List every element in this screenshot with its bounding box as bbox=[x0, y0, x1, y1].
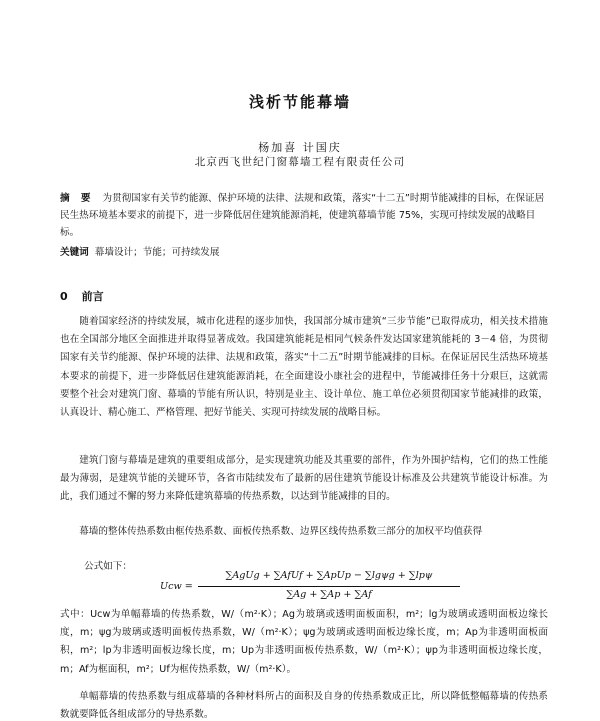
section-number: 0 bbox=[60, 290, 68, 303]
abstract-text: 为贯彻国家有关节约能源、保护环境的法律、法规和政策，落实“十二五”时期节能减排的目标，在保证居民生热环境基本要求的前提下，进一步降低居住建筑能源消耗，使建筑幕墙节能 75%，实现可持续发展的战略目标。 bbox=[60, 193, 545, 238]
body-paragraph-1: 随着国家经济的持续发展，城市化进程的逐步加快，我国部分城市建筑“三步节能”已取得成功，相关技术措施也在全国部分地区全面推进并取得显著成效。我国建筑能耗是相同气候条件发达国家建筑能耗的 3－4 倍，为贯彻国家有关节约能源、保护环境的法律、法规和政策，落实“十二五”时期节能减排的目标。在保证居民生活热环境基本要求的前提下，进一步降低居住建筑能源消耗，在全面建设小康社会的进程中，节能减排任务十分艰巨，这就需要整个社会对建筑门窗、幕墙的节能有所认识，特别是业主、设计单位、施工单位必须贯彻国家节能减排的政策，认真设计、精心施工、严格管理、把好节能关、实现可持续发展的战略目标。 bbox=[60, 316, 548, 419]
paper-title: 浅析节能幕墙 bbox=[248, 93, 351, 111]
author-affiliation: 北京西飞世纪门窗幕墙工程有限责任公司 bbox=[194, 156, 406, 168]
abstract-label: 摘 要 bbox=[60, 193, 95, 204]
section-heading bbox=[60, 288, 104, 304]
formula-explanation: 式中：Ucw为单幅幕墙的传热系数，W/（m²·K）；Ag为玻璃或透明面板面积，m²；lg为玻璃或透明面板边缘长度，m；ψg为玻璃或透明面板传热系数，W/（m²·K）；ψg为玻璃或透明面板边缘长度，m；Ap为非透明面板面积，m²；lp为非透明面板边缘长度，m；Up为非透明面板传热系数，W/（m²·K）；ψp为非透明面板边缘长度，m；Af为框面积，m²；Uf为框传热系数，W/（m²·K）。 bbox=[60, 609, 548, 675]
formula-denominator: ∑Ag + ∑Ap + ∑Af bbox=[286, 589, 372, 600]
heat-transfer-formula bbox=[160, 570, 460, 606]
formula-lhs: Ucw = bbox=[160, 581, 193, 592]
abstract bbox=[60, 190, 548, 241]
keywords-label: 关键词 bbox=[60, 247, 89, 258]
author-names: 杨加喜 计国庆 bbox=[258, 141, 342, 154]
section-title: 前言 bbox=[81, 290, 104, 303]
formula-label: 公式如下： bbox=[84, 561, 132, 572]
formula-numerator: ∑AgUg + ∑AfUf + ∑ApUp − ∑lgψg + ∑lpψ bbox=[225, 570, 433, 581]
fraction-bar bbox=[198, 586, 460, 587]
body-paragraph-2: 建筑门窗与幕墙是建筑的重要组成部分，是实现建筑功能及其重要的部件，作为外围护结构，它们的热工性能最为薄弱，是建筑节能的关键环节，各省市陆续发布了最新的居住建筑节能设计标准及公共建筑节能设计标准。为此，我们通过不懈的努力来降低建筑幕墙的传热系数，以达到节能减排的目的。 bbox=[60, 455, 548, 503]
body-paragraph-3: 幕墙的整体传热系数由框传热系数、面板传热系数、边界区线传热系数三部分的加权平均值获得 bbox=[79, 526, 483, 537]
body-paragraph-5: 单幅幕墙的传热系数与组成幕墙的各种材料所占的面积及自身的传热系数成正比，所以降低整幅幕墙的传热系数就要降低各组成部分的导热系数。 bbox=[60, 691, 548, 721]
keywords-text: 幕墙设计；节能；可持续发展 bbox=[94, 247, 220, 258]
keywords bbox=[60, 244, 548, 261]
